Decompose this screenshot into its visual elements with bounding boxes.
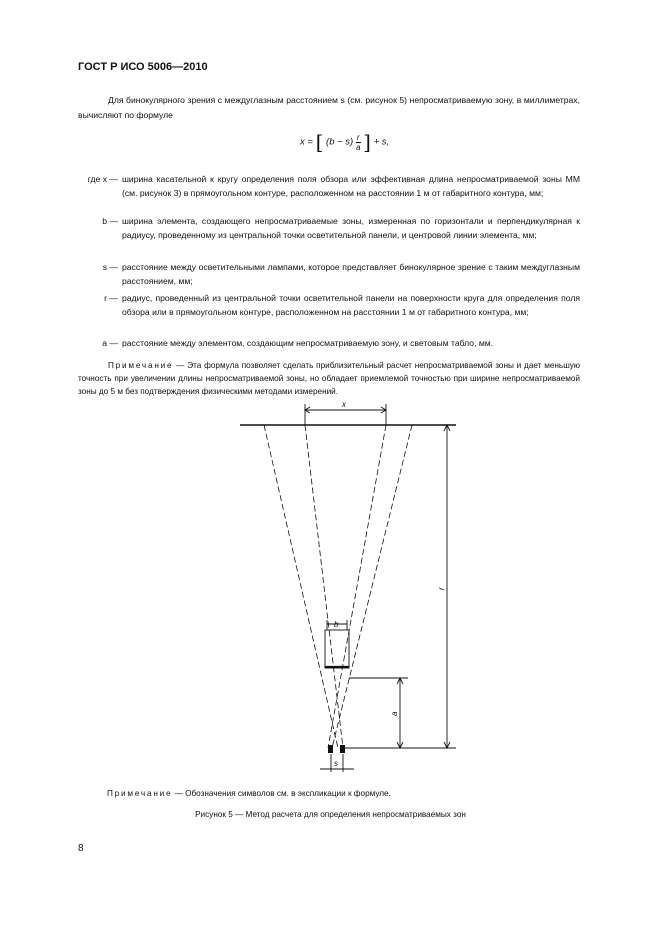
label-a: a xyxy=(390,711,399,716)
definition-text: радиус, проведенный из центральной точки осветительной панели на поверхности круга для определения поля обзора или в прямоугольном контуре, расположенном на расстоянии 1 м от габаритного контура, мм; xyxy=(122,293,580,317)
formula-inner: (b − s) xyxy=(326,136,354,148)
note-text: — Эта формула позволяет сделать приблизительный расчет непросматриваемой зоны и дает меньшую точность при увеличении длины непросматриваемой зоны, но обладает приемлемой точностью при ширине непросматриваемой зоны до 5 м без подтверждения физическими методами измерений. xyxy=(78,361,580,396)
definition-text: ширина касательной к кругу определения поля обзора или эффективная длина непросматриваемой зоны ММ (см. рисунок 3) в прямоугольном контуре, расположенном на расстоянии 1 м от габаритного контура, мм; xyxy=(122,174,580,198)
definition-s xyxy=(78,261,580,289)
note-1 xyxy=(78,359,580,398)
definition-symbol: где x — xyxy=(87,174,118,184)
fraction-denominator: a xyxy=(355,142,361,152)
formula-rhs: + s, xyxy=(373,136,390,148)
note-text: — Обозначения символов см. в экспликации к формуле. xyxy=(172,789,391,798)
intro-paragraph: Для бинокулярного зрения с междуглазным расстоянием s (см. рисунок 5) непросматриваемую зону, в миллиметрах, вычисляют по формуле xyxy=(78,95,580,120)
label-b: b xyxy=(334,620,339,629)
formula-fraction xyxy=(356,133,361,152)
sight-line-inner-left xyxy=(305,425,343,748)
definition-symbol: s — xyxy=(102,262,118,272)
definition-symbol: b — xyxy=(102,216,118,226)
formula-lhs: x = xyxy=(300,136,313,148)
definition-a xyxy=(78,337,580,351)
note-2 xyxy=(107,787,587,800)
definition-symbol: r — xyxy=(104,293,118,303)
definition-text: расстояние между элементом, создающим непросматриваемую зону, и световым табло, мм. xyxy=(122,338,494,348)
figure-5-diagram xyxy=(0,395,661,780)
definition-text: ширина элемента, создающего непросматриваемые зоны, измеренная по горизонтали и перпендикулярная к радиусу, проведенному из центральной точки осветительной панели, и центровой линии элемента, мм; xyxy=(122,216,580,240)
sight-line-outer-left xyxy=(264,425,338,748)
definition-r xyxy=(78,292,580,332)
lamp-left xyxy=(328,745,333,753)
note-label: Примечание xyxy=(107,789,173,798)
formula xyxy=(300,130,389,154)
fraction-numerator: r xyxy=(356,132,360,142)
lamp-right xyxy=(340,745,345,753)
note-label: Примечание xyxy=(108,361,174,370)
definition-text: расстояние между осветительными лампами, которое представляет бинокулярное зрение с таким междуглазным расстоянием, мм; xyxy=(122,262,580,286)
definition-b xyxy=(78,215,580,255)
figure-caption: Рисунок 5 — Метод расчета для определения непросматриваемых зон xyxy=(195,810,466,819)
bracket-right: ] xyxy=(363,130,371,154)
label-s: s xyxy=(334,759,338,768)
label-r: r xyxy=(437,587,446,590)
sight-line-inner-right xyxy=(328,425,386,748)
definition-symbol: a — xyxy=(102,338,118,348)
definition-x xyxy=(78,173,580,213)
label-x: x xyxy=(342,400,346,409)
page-number: 8 xyxy=(78,843,84,854)
bracket-left: [ xyxy=(315,130,324,154)
page-header: ГОСТ Р ИСО 5006—2010 xyxy=(78,61,208,73)
